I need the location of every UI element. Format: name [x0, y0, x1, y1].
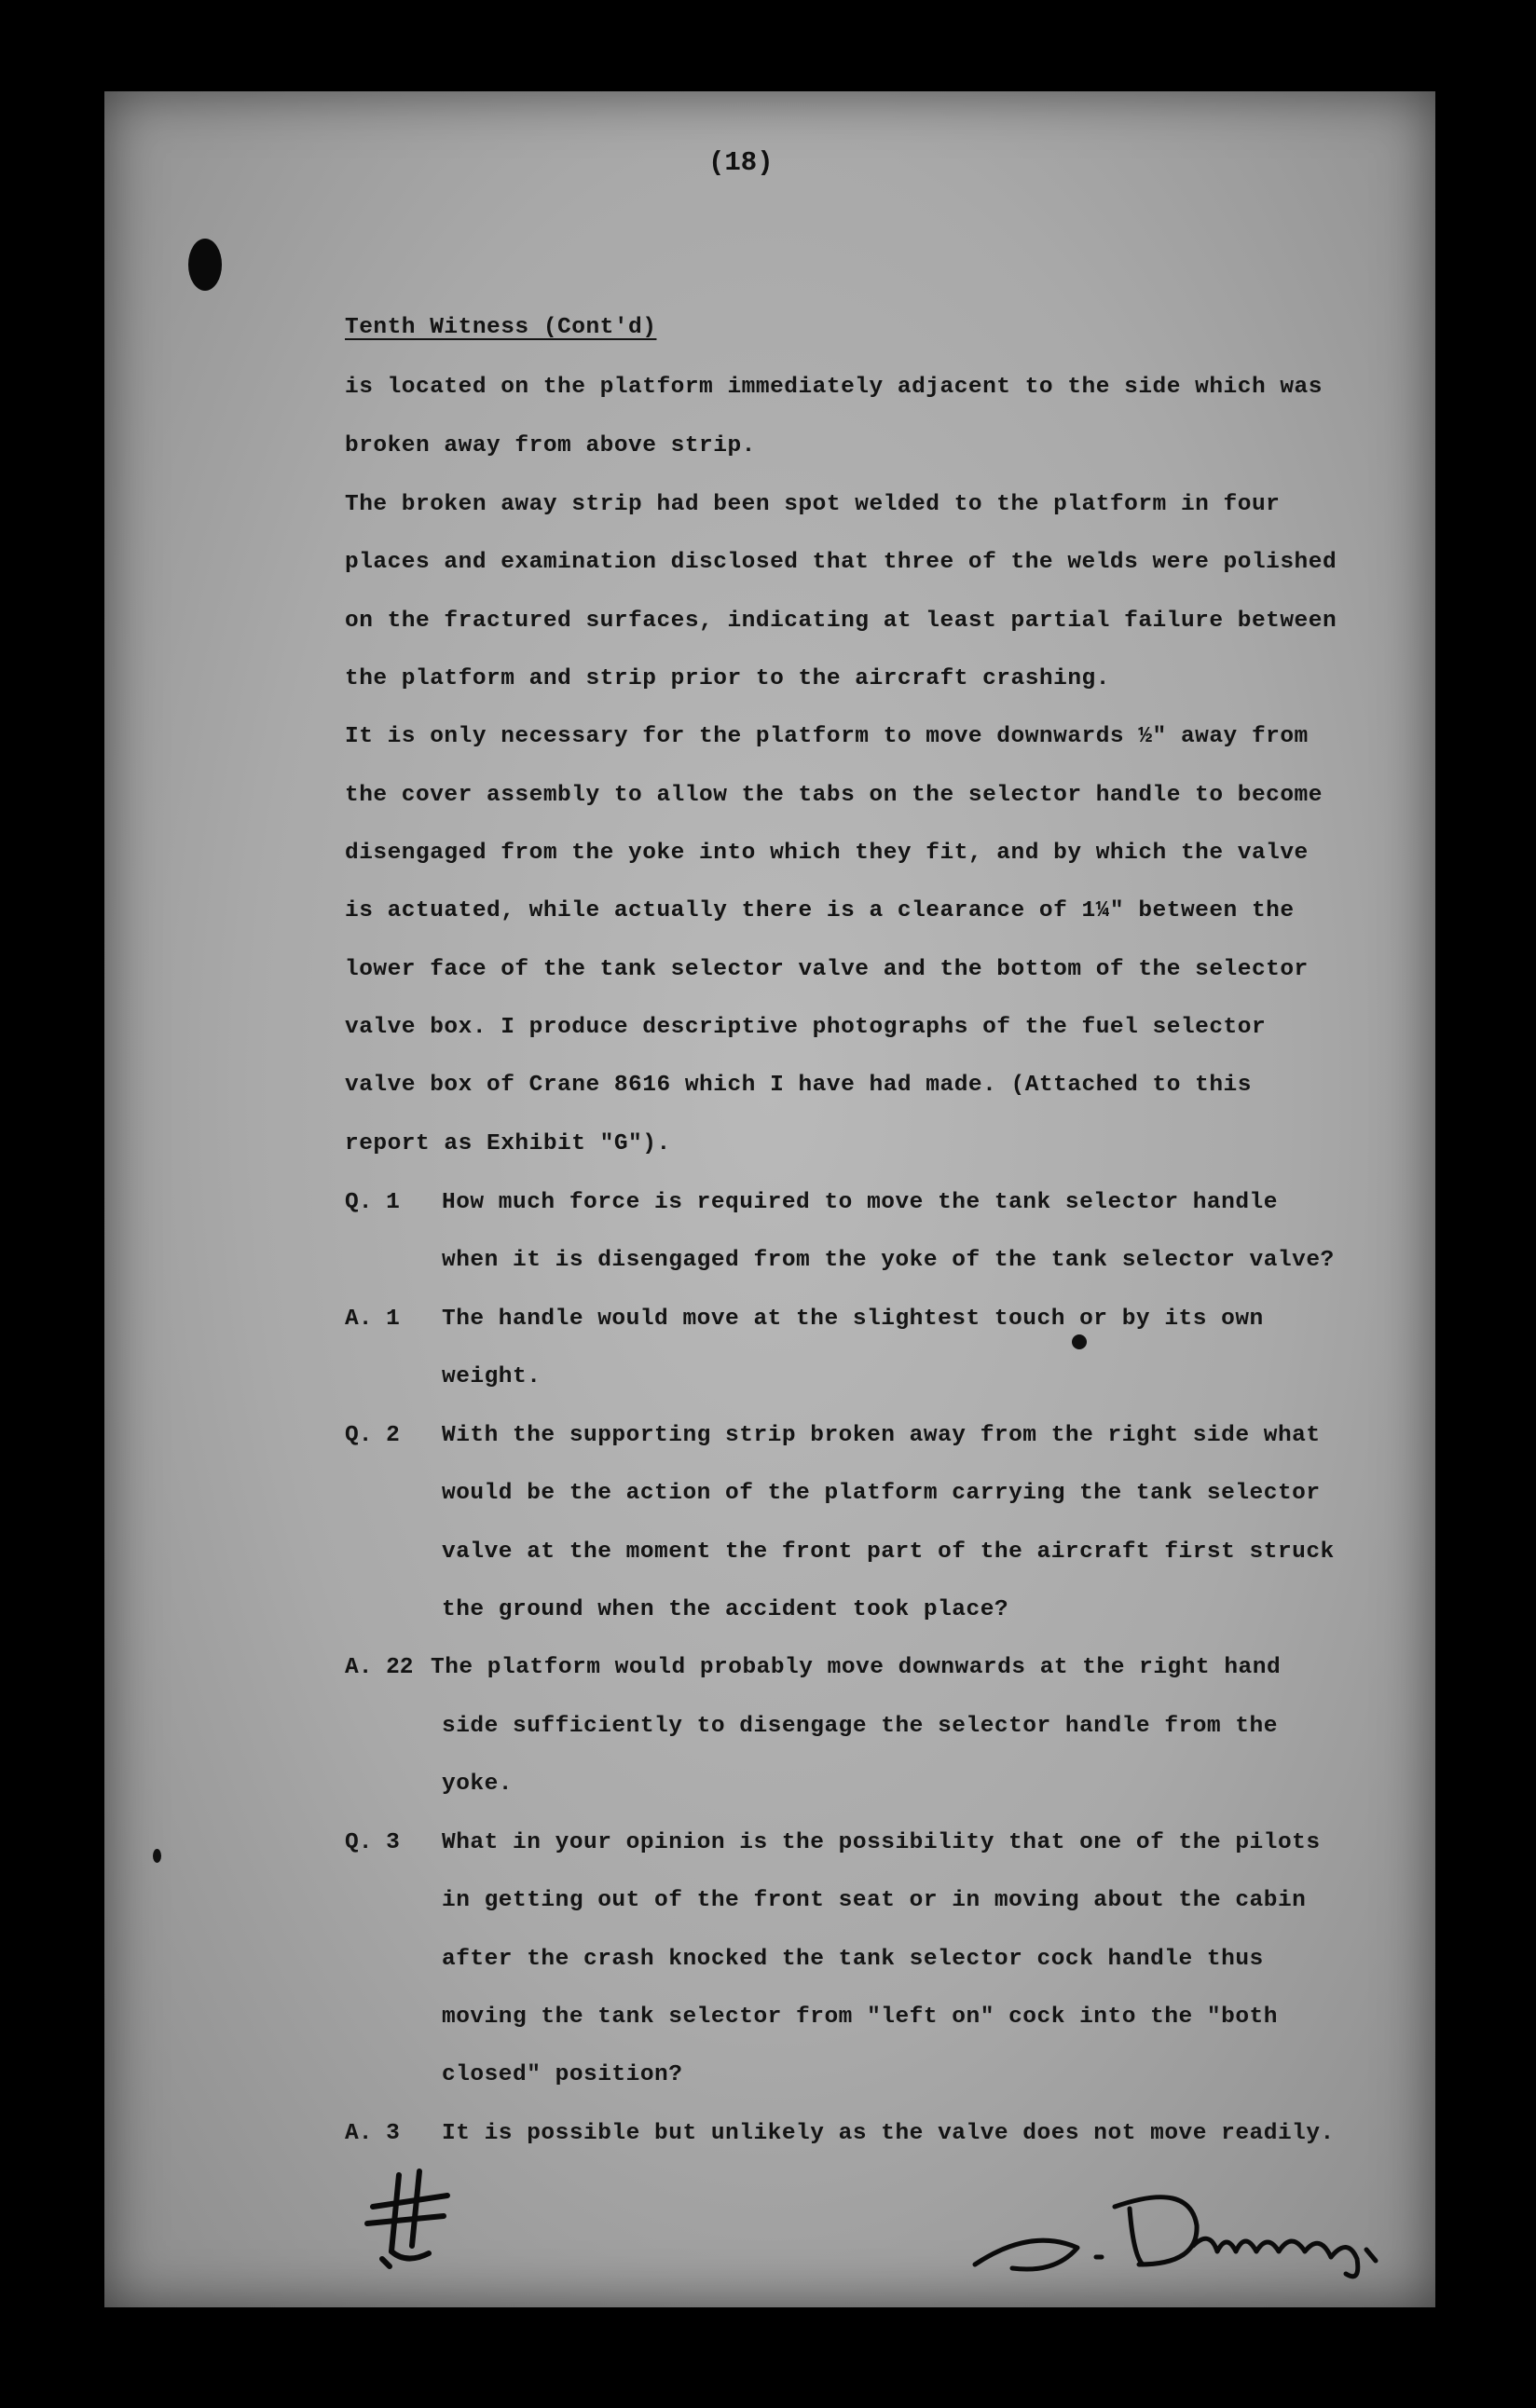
question-line: would be the action of the platform carrying the tank selector: [442, 1481, 1321, 1506]
body-line: places and examination disclosed that three of the welds were polished: [345, 550, 1337, 575]
body-line: the cover assembly to allow the tabs on the selector handle to become: [345, 783, 1323, 808]
answer-line: weight.: [442, 1364, 542, 1389]
body-line: broken away from above strip.: [345, 433, 756, 458]
question-line: moving the tank selector from "left on" cock into the "both: [442, 2004, 1278, 2030]
question-line: in getting out of the front seat or in moving about the cabin: [442, 1888, 1307, 1913]
question-line: after the crash knocked the tank selector cock handle thus: [442, 1947, 1264, 1972]
body-line: valve box. I produce descriptive photographs of the fuel selector: [345, 1015, 1267, 1040]
answer-line: The handle would move at the slightest touch or by its own: [442, 1307, 1264, 1332]
body-line: the platform and strip prior to the aircraft crashing.: [345, 666, 1110, 691]
answer-line: side sufficiently to disengage the selector handle from the: [442, 1714, 1278, 1739]
question-line: valve at the moment the front part of the aircraft first struck: [442, 1539, 1335, 1565]
body-line: It is only necessary for the platform to move downwards ½" away from: [345, 724, 1309, 749]
question-label: Q. 2: [345, 1423, 400, 1448]
answer-label: A. 22: [345, 1655, 414, 1680]
body-line: lower face of the tank selector valve and the bottom of the selector: [345, 957, 1309, 982]
question-label: Q. 1: [345, 1190, 400, 1215]
signature: [966, 2171, 1385, 2283]
section-heading: Tenth Witness (Cont'd): [345, 315, 657, 340]
question-line: when it is disengaged from the yoke of the tank selector valve?: [442, 1248, 1335, 1273]
body-line: The broken away strip had been spot welded to the platform in four: [345, 492, 1281, 517]
body-line: valve box of Crane 8616 which I have had made. (Attached to this: [345, 1073, 1252, 1098]
ink-speck: [1072, 1334, 1087, 1349]
question-line: How much force is required to move the tank selector handle: [442, 1190, 1278, 1215]
page-number: (18): [708, 147, 774, 178]
question-line: closed" position?: [442, 2062, 683, 2087]
answer-label: A. 3: [345, 2121, 400, 2146]
body-line: is actuated, while actually there is a clearance of 1¼" between the: [345, 898, 1295, 924]
question-line: the ground when the accident took place?: [442, 1597, 1009, 1622]
ink-speck: [153, 1849, 161, 1863]
body-line: disengaged from the yoke into which they fit, and by which the valve: [345, 841, 1309, 866]
body-line: report as Exhibit "G").: [345, 1131, 671, 1156]
answer-line: The platform would probably move downwards at the right hand: [431, 1655, 1282, 1680]
answer-label: A. 1: [345, 1307, 400, 1332]
answer-line: yoke.: [442, 1772, 514, 1797]
body-line: is located on the platform immediately adjacent to the side which was: [345, 375, 1323, 400]
body-line: on the fractured surfaces, indicating at least partial failure between: [345, 609, 1337, 634]
punch-hole: [188, 239, 222, 291]
question-label: Q. 3: [345, 1830, 400, 1855]
question-line: What in your opinion is the possibility that one of the pilots: [442, 1830, 1321, 1855]
initials-mark: [354, 2162, 466, 2274]
question-line: With the supporting strip broken away from the right side what: [442, 1423, 1321, 1448]
answer-line: It is possible but unlikely as the valve does not move readily.: [442, 2121, 1335, 2146]
